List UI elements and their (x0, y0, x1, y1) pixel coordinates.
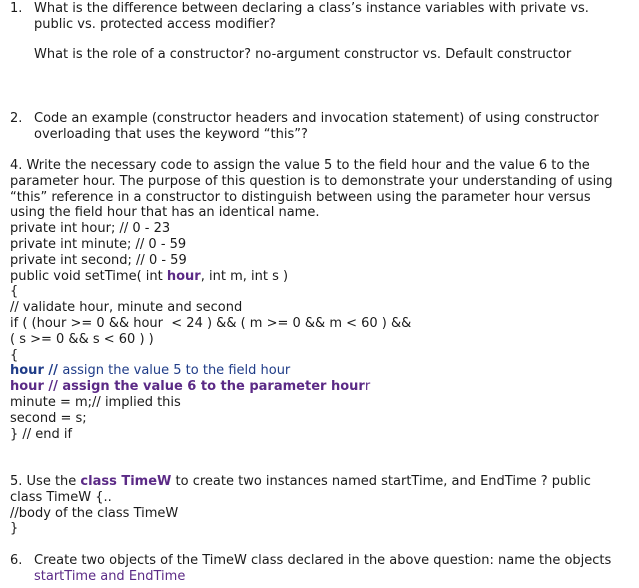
code-line: { (10, 284, 19, 300)
q4-block (10, 158, 631, 442)
code-fragment: , int m, int s ) (200, 268, 289, 284)
code-line: } // end if (10, 426, 73, 442)
q5-line-3: //body of the class TimeW (10, 505, 179, 521)
q1-number: 1. (10, 1, 23, 16)
code-comment: assign the value 5 to the field hour (62, 363, 291, 379)
code-hour-param-comment: hour // assign the value 6 to the parameter hour (10, 379, 365, 395)
q4-line-3: “this” reference in a constructor to distinguish between using the parameter hour versus (10, 189, 591, 205)
q1-line-1: What is the difference between declaring a class’s instance variables with private vs. (34, 1, 589, 16)
q6-text (34, 553, 631, 585)
code-hour-param: hour (166, 268, 201, 284)
q1-subquestion: What is the role of a constructor? no-argument constructor vs. Default constructor (34, 47, 572, 62)
code-line: private int minute; // 0 - 59 (10, 236, 187, 252)
code-line: if ( (hour >= 0 && hour < 24 ) && ( m >= 0 && m < 60 ) && (10, 315, 412, 331)
q6-line-1: Create two objects of the TimeW class declared in the above question: name the objects (34, 553, 612, 568)
code-fragment: public void setTime( int (10, 268, 167, 284)
q2-number: 2. (10, 111, 23, 126)
q5-class-name: class TimeW (80, 474, 172, 489)
code-line-settime (10, 269, 631, 285)
q5-line-2: class TimeW {.. (10, 489, 112, 505)
q5-line-4: } (10, 521, 19, 537)
q4-code (10, 221, 631, 442)
code-line: { (10, 347, 19, 363)
q1-text (34, 1, 631, 33)
code-fragment: r (364, 379, 371, 395)
q2-line-1: Code an example (constructor headers and invocation statement) of using constructor (34, 111, 599, 126)
code-line: private int hour; // 0 - 23 (10, 221, 171, 237)
q5-fragment: to create two instances named startTime, and EndTime ? public (171, 474, 591, 489)
q4-line-4: using the field hour that has an identical name. (10, 205, 320, 221)
q4-line-1: 4. Write the necessary code to assign the value 5 to the field hour and the value 6 to the (10, 158, 590, 173)
q4-line-2: parameter hour. The purpose of this question is to demonstrate your understanding of using (10, 173, 613, 189)
code-line: ( s >= 0 && s < 60 ) ) (10, 331, 154, 347)
q2-text (34, 111, 631, 143)
q2-line-2: overloading that uses the keyword “this”? (34, 126, 308, 142)
q1-line-2: public vs. protected access modifier? (34, 16, 276, 32)
code-line: second = s; (10, 410, 87, 426)
code-hour-field: hour // (10, 363, 63, 379)
q5-fragment: 5. Use the (10, 474, 81, 489)
code-line-param-hour (10, 379, 631, 395)
q5-line-1 (10, 474, 631, 490)
q6-number: 6. (10, 553, 23, 568)
code-line: // validate hour, minute and second (10, 300, 243, 316)
q6-line-2: startTime and EndTime (34, 568, 186, 584)
code-line-field-hour (10, 363, 631, 379)
q5-block (10, 474, 631, 537)
code-line: private int second; // 0 - 59 (10, 252, 187, 268)
code-line: minute = m;// implied this (10, 394, 181, 410)
